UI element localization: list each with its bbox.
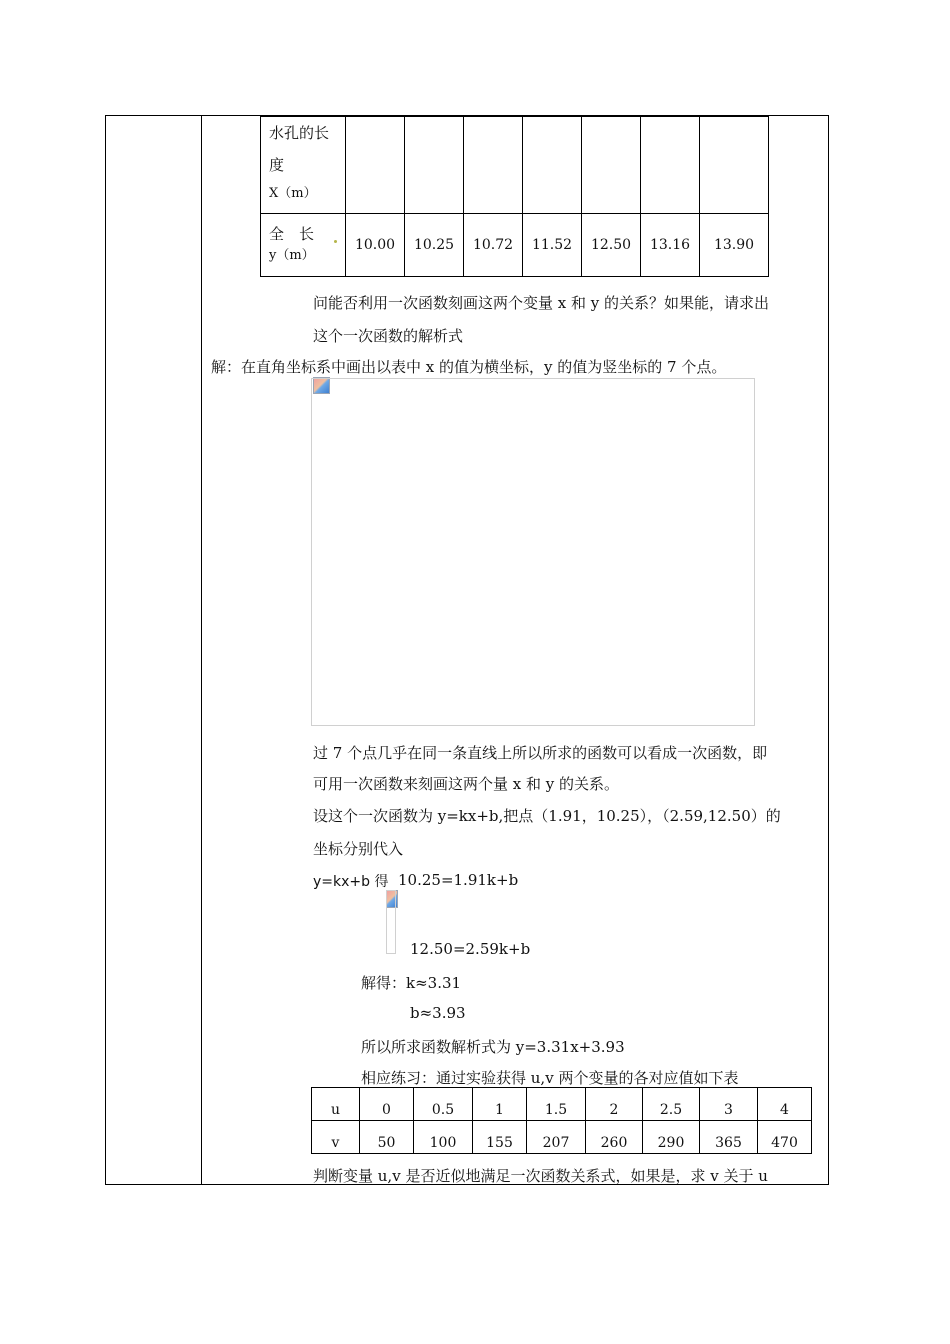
table-cell: 13.90 [700,214,769,277]
table-cell: 207 [527,1121,586,1154]
equation-intro: y=kx+b 得 [313,874,389,890]
brace-placeholder [386,890,396,954]
label-line: 全 长 [269,225,315,243]
row-label-u: u [312,1088,360,1121]
equation-1: 10.25=1.91k+b [398,871,519,889]
uv-table [311,1087,812,1154]
paragraph-line: 可用一次函数来刻画这两个量 x 和 y 的关系。 [313,775,620,793]
table-cell: 11.52 [523,214,582,277]
table-cell: 0 [360,1088,414,1121]
scatter-plot-image-placeholder [311,378,755,726]
label-line: 水孔的长 [269,124,330,142]
table-cell [582,117,641,214]
last-line: 判断变量 u,v 是否近似地满足一次函数关系式，如果是，求 v 关于 u [313,1167,768,1185]
paragraph-line: 坐标分别代入 [313,840,404,858]
solution-line: 解：在直角坐标系中画出以表中 x 的值为横坐标，y 的值为竖坐标的 7 个点。 [211,358,727,376]
table-cell: 10.25 [405,214,464,277]
table-cell: 290 [643,1121,700,1154]
table-cell [405,117,464,214]
paragraph-line: 过 7 个点几乎在同一条直线上所以所求的函数可以看成一次函数，即 [313,744,768,762]
table-row [312,1121,812,1154]
table-cell [700,117,769,214]
table-cell: 260 [586,1121,643,1154]
table-cell: 0.5 [414,1088,473,1121]
exercise-line: 相应练习：通过实验获得 u,v 两个变量的各对应值如下表 [361,1069,739,1087]
table-cell: 155 [473,1121,527,1154]
table-row [261,214,769,277]
table-cell: 1 [473,1088,527,1121]
column-divider-3 [201,115,202,1185]
table-cell [464,117,523,214]
paragraph-line: 设这个一次函数为 y=kx+b,把点（1.91，10.25），（2.59,12.50）的 [313,807,781,825]
measurement-table [260,116,769,277]
column-divider-2 [828,116,829,1184]
table-cell: 13.16 [641,214,700,277]
table-cell: 2.5 [643,1088,700,1121]
table-cell: 50 [360,1121,414,1154]
speck-mark [334,240,337,243]
row-label-v: v [312,1121,360,1154]
table-cell: 3 [700,1088,758,1121]
table-cell: 10.00 [346,214,405,277]
result-line: 所以所求函数解析式为 y=3.31x+3.93 [361,1038,625,1056]
question-line-1: 问能否利用一次函数刻画这两个变量 x 和 y 的关系？如果能，请求出 [313,294,770,312]
table-cell: 100 [414,1121,473,1154]
table-cell: 1.5 [527,1088,586,1121]
row-label-x [261,117,346,214]
label-line: y（m） [269,248,315,263]
table-row [312,1088,812,1121]
table-cell [641,117,700,214]
solve-b: b≈3.93 [410,1004,466,1022]
table-cell: 10.72 [464,214,523,277]
table-cell: 4 [758,1088,812,1121]
table-cell: 365 [700,1121,758,1154]
table-row [261,117,769,214]
table-cell: 470 [758,1121,812,1154]
equation-2: 12.50=2.59k+b [410,940,531,958]
label-line: X（m） [269,186,317,201]
question-line-2: 这个一次函数的解析式 [313,327,464,345]
solve-k: 解得：k≈3.31 [361,974,462,992]
table-cell: 2 [586,1088,643,1121]
table-cell [346,117,405,214]
table-cell: 12.50 [582,214,641,277]
label-line: 度 [269,156,285,174]
table-cell [523,117,582,214]
row-label-y [261,214,346,277]
